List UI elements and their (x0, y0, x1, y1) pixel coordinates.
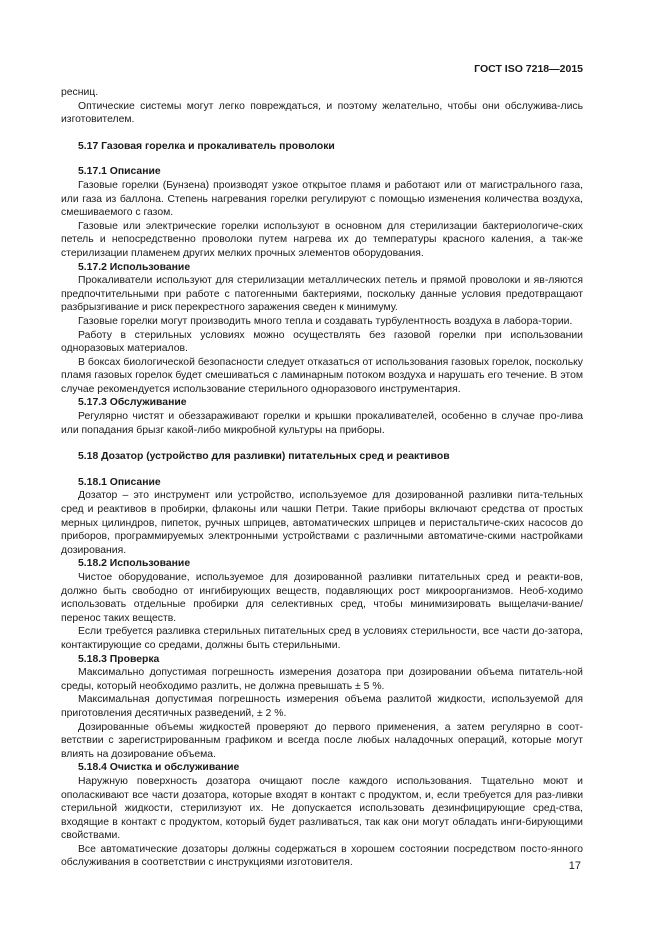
subsection-heading: 5.18.4 Очистка и обслуживание (78, 762, 240, 774)
paragraph: В боксах биологической безопасности следует отказаться от использования газовых горелок, поскольку пламя газовых горелок будет смешиваться с ламинарным потоком воздуха и нарушать его течение. В этом случае рекомендуется использование стерильного одноразового инструментария. (61, 356, 583, 395)
subsection-heading: 5.18.2 Использование (78, 558, 191, 570)
paragraph: Дозатор – это инструмент или устройство, используемое для дозированной разливки пита-тельных сред и реактивов в пробирки, флаконы или чашки Петри. Такие приборы включают средства от простых мерных цилиндров, пипеток, ручных шприцев, автоматических шприцев и перистальтиче-ских насосов до приборов, программируемых электронными устройствами с различными автоматиче-скими настройками дозирования. (61, 490, 583, 556)
paragraph: Регулярно чистят и обеззараживают горелки и крышки прокаливателей, особенно в случае про-лива или попадания брызг какой-либо микробной культуры на приборы. (61, 411, 583, 436)
section-heading: 5.17 Газовая горелка и прокаливатель проволоки (78, 140, 335, 152)
paragraph: Максимальная допустимая погрешность измерения объема разлитой жидкости, используемой для приготовления десятичных разведений, ± 2 %. (61, 694, 583, 719)
paragraph: Газовые горелки могут производить много тепла и создавать турбулентность воздуха в лабора-тории. (78, 315, 573, 327)
paragraph: Газовые горелки (Бунзена) производят узкое открытое пламя и работают или от магистрального газа, или газа из баллона. Степень нагревания горелки регулируют с помощью изменения количества воздуха, смешиваемого с газом. (61, 179, 583, 219)
subsection-heading: 5.17.1 Описание (78, 166, 161, 178)
subsection-heading: 5.17.3 Обслуживание (78, 397, 187, 409)
paragraph: Если требуется разливка стерильных питательных сред в условиях стерильности, все части до-затора, контактирующие со средами, должны быть стерильными. (61, 626, 583, 651)
paragraph: Работу в стерильных условиях можно осуществлять без газовой горелки при использовании одноразовых материалов. (61, 329, 583, 355)
paragraph: Максимально допустимая погрешность измерения дозатора при дозировании объема питатель-ной среды, который необходимо разлить, не должна превышать ± 5 %. (61, 667, 583, 692)
subsection-heading: 5.17.2 Использование (78, 261, 191, 273)
paragraph: Все автоматические дозаторы должны содержаться в хорошем состоянии посредством посто-янного обслуживания в соответствии с инструкциями изготовителя. (61, 843, 583, 869)
subsection-heading: 5.18.3 Проверка (78, 653, 160, 665)
document-id: ГОСТ ISO 7218—2015 (474, 63, 583, 75)
paragraph: Оптические системы могут легко повреждаться, и поэтому желательно, чтобы они обслужива-лись изготовителем. (61, 100, 583, 126)
paragraph: Чистое оборудование, используемое для дозированной разливки питательных сред и реакти-вов, должно быть свободно от ингибирующих веществ, подавляющих рост микроорганизмов. Необ-ходимо использовать отдельные пробирки для селективных сред, чтобы минимизировать выщелачи-вание/перенос таких веществ. (61, 572, 583, 624)
section-heading: 5.18 Дозатор (устройство для разливки) питательных сред и реактивов (78, 451, 450, 463)
paragraph: ресниц. (61, 87, 99, 98)
page-content (61, 86, 583, 870)
paragraph: Прокаливатели используют для стерилизации металлических петель и прямой проволоки и яв-ляются предпочтительными при работе с патогенными бактериями, поскольку данные условия предотвращают разбрызгивание и риск перекрестного заражения сведен к минимуму. (61, 275, 583, 314)
page-number: 17 (568, 860, 581, 872)
paragraph: Газовые или электрические горелки используют в основном для стерилизации бактериологиче-ских петель и непосредственно проволоки путем нагрева их до температуры красного каления, а так-же стерилизации пламенем других мелких прочных элементов оборудования. (61, 220, 583, 259)
paragraph: Наружную поверхность дозатора очищают после каждого использования. Тщательно моют и ополаскивают все части дозатора, которые входят в контакт с продуктом, и, если требуется для раз-ливки стерильной жидкости, стерилизуют их. Не допускается использовать дезинфицирующие сред-ства, входящие в контакт с продуктом, который будет разливаться, так как они могут обладать инги-бирующими свойствами. (61, 775, 583, 842)
paragraph: Дозированные объемы жидкостей проверяют до первого применения, а затем регулярно в соот-ветствии с зарегистрированным графиком и всегда после любых наладочных операций, которые могут влиять на дозирование объема. (61, 721, 583, 760)
subsection-heading: 5.18.1 Описание (78, 476, 161, 488)
